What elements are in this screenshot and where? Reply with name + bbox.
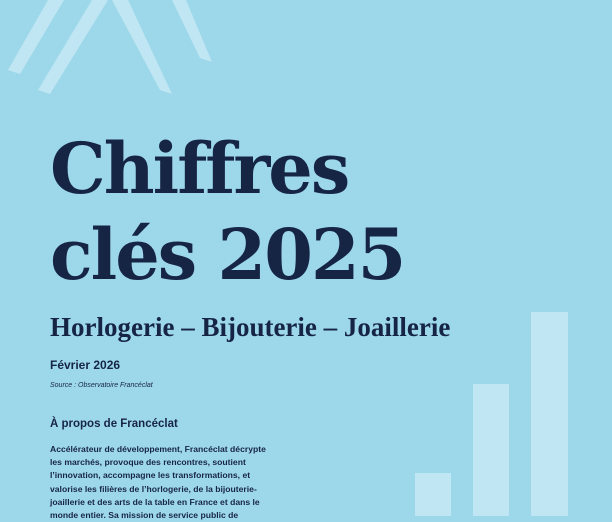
page-title bbox=[50, 126, 404, 298]
about-body: Accélérateur de développement, Francéclat décrypte les marchés, provoque des rencontres, soutient l’innovation, accompagne les transformations, et valorise les filières de l’horlogerie, de la bijouterie-joaillerie et des arts de la table en France et dans le monde entier. Sa mission de service public de bbox=[50, 444, 266, 521]
decor-bar-3 bbox=[531, 312, 568, 516]
source-note: Source : Observatoire Francéclat bbox=[50, 382, 153, 389]
title-line-1: Chiffres bbox=[50, 127, 349, 210]
page-subtitle: Horlogerie – Bijouterie – Joaillerie bbox=[50, 312, 451, 342]
decor-bar-2 bbox=[473, 384, 509, 516]
decor-bar-1 bbox=[415, 473, 451, 516]
publication-date: Février 2026 bbox=[50, 358, 121, 372]
about-heading: À propos de Francéclat bbox=[50, 418, 178, 430]
title-line-2: clés 2025 bbox=[50, 213, 405, 296]
